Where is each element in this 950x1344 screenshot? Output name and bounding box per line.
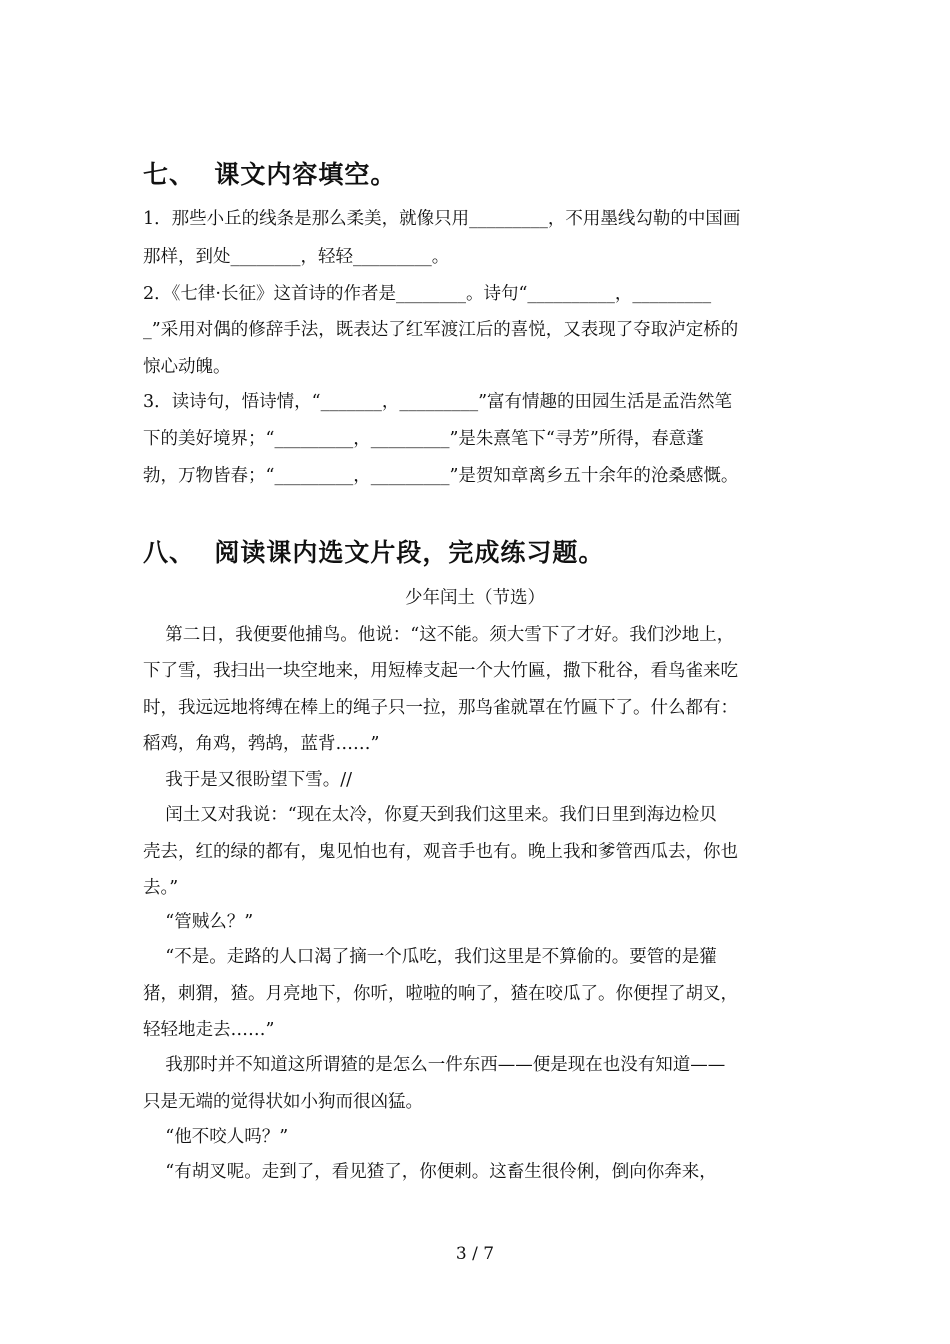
s8-line-4: 稻鸡，角鸡，鹁鸪，蓝背……” <box>143 734 380 754</box>
s7-line-2: 那样，到处________，轻轻_________。 <box>143 247 450 267</box>
s8-line-9: “管贼么？” <box>143 912 254 932</box>
s8-line-11: 猪，刺猬，猹。月亮地下，你听，啦啦的响了，猹在咬瓜了。你便捏了胡叉， <box>143 984 738 1004</box>
page-number: 3 / 7 <box>455 1244 495 1264</box>
s7-line-8: 勃，万物皆春；“_________，_________”是贺知章离乡五十余年的沧桑感慨。 <box>143 466 739 486</box>
s8-line-1: 第二日，我便要他捕鸟。他说：“这不能。须大雪下了才好。我们沙地上， <box>143 625 735 645</box>
s8-line-7: 壳去，红的绿的都有，鬼见怕也有，观音手也有。晚上我和爹管西瓜去，你也 <box>143 842 738 862</box>
s8-line-13: 我那时并不知道这所谓猹的是怎么一件东西——便是现在也没有知道—— <box>143 1055 726 1075</box>
s7-line-1: 1．那些小丘的线条是那么柔美，就像只用_________，不用墨线勾勒的中国画 <box>143 209 741 229</box>
s8-line-12: 轻轻地走去……” <box>143 1020 275 1040</box>
s8-line-10: “不是。走路的人口渴了摘一个瓜吃，我们这里是不算偷的。要管的是獾 <box>143 947 717 967</box>
s7-line-4: _”采用对偶的修辞手法，既表达了红军渡江后的喜悦，又表现了夺取泸定桥的 <box>143 320 739 340</box>
s8-line-2: 下了雪，我扫出一块空地来，用短棒支起一个大竹匾，撒下秕谷，看鸟雀来吃 <box>143 661 738 681</box>
s8-line-6: 闰土又对我说：“现在太冷，你夏天到我们这里来。我们日里到海边检贝 <box>143 805 717 825</box>
s7-line-5: 惊心动魄。 <box>143 357 231 377</box>
s8-line-16: “有胡叉呢。走到了，看见猹了，你便刺。这畜生很伶俐，倒向你奔来， <box>143 1162 717 1182</box>
s8-line-14: 只是无端的觉得状如小狗而很凶猛。 <box>143 1092 423 1112</box>
s7-line-7: 下的美好境界；“_________，_________”是朱熹笔下“寻芳”所得，春意蓬 <box>143 429 704 449</box>
s8-line-15: “他不咬人吗？” <box>143 1127 289 1147</box>
section-7-heading: 七、 课文内容填空。 <box>143 160 397 189</box>
s7-line-6: 3．读诗句，悟诗情，“_______，_________”富有情趣的田园生活是孟浩然笔 <box>143 392 733 412</box>
s8-line-5: 我于是又很盼望下雪。// <box>143 770 353 790</box>
s8-line-8: 去。” <box>143 878 179 898</box>
s8-line-3: 时，我远远地将缚在棒上的绳子只一拉，那鸟雀就罩在竹匾下了。什么都有： <box>143 698 738 718</box>
passage-title: 少年闰土（节选） <box>405 588 545 608</box>
section-8-heading: 八、 阅读课内选文片段，完成练习题。 <box>143 538 605 567</box>
s7-line-3: 2．《七律·长征》这首诗的作者是________。诗句“__________，_________ <box>143 284 712 304</box>
